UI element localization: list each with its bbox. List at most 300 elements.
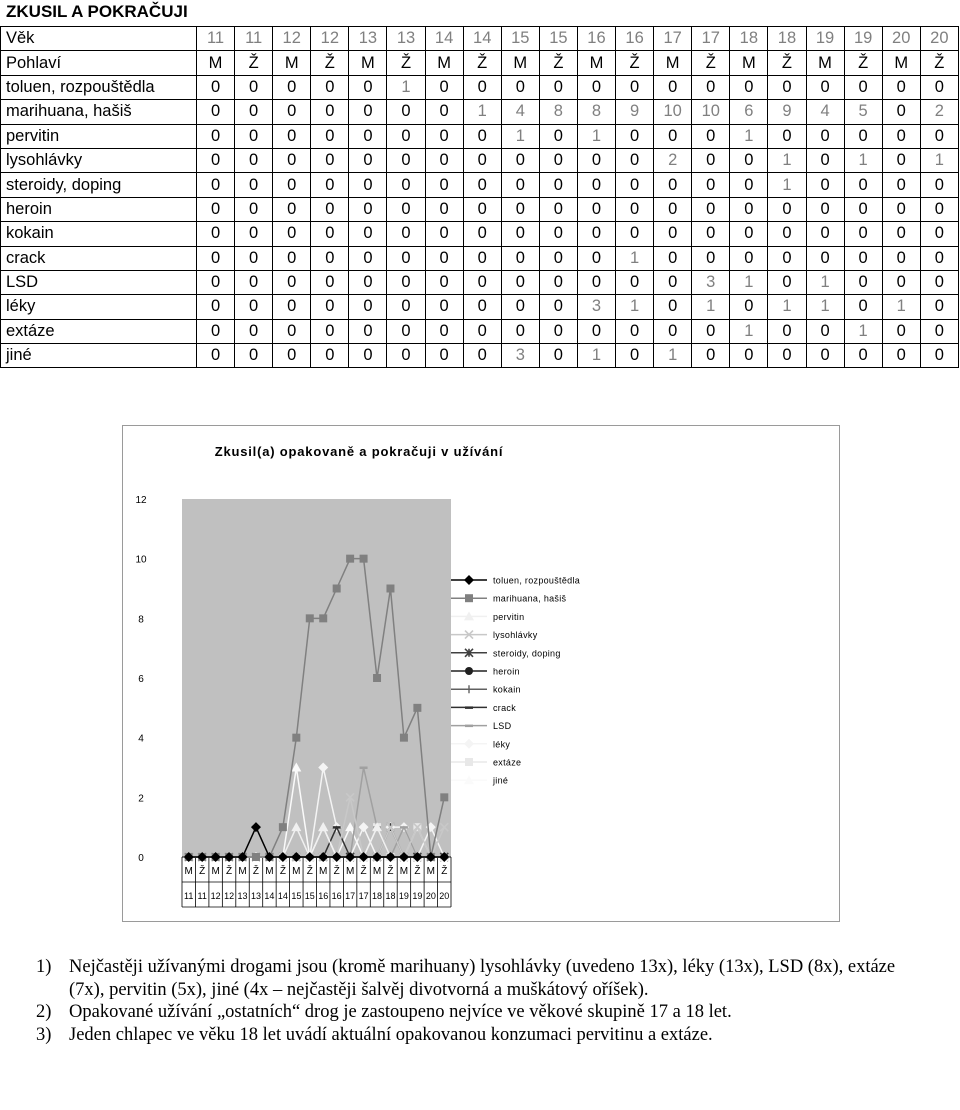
row-label: LSD: [1, 270, 197, 294]
table-cell: 0: [654, 295, 692, 319]
table-cell: 0: [501, 173, 539, 197]
table-cell: 0: [844, 344, 882, 368]
table-cell: 0: [235, 319, 273, 343]
table-cell: 0: [197, 197, 235, 221]
table-cell: 0: [539, 270, 577, 294]
table-cell: 1: [692, 295, 730, 319]
table-cell: 6: [730, 100, 768, 124]
table-cell: 0: [501, 148, 539, 172]
legend-label: extáze: [493, 757, 522, 768]
legend-marker: [465, 725, 473, 728]
table-cell: 1: [730, 319, 768, 343]
table-cell: 0: [349, 344, 387, 368]
table-cell: 0: [501, 270, 539, 294]
table-cell: 0: [349, 124, 387, 148]
table-cell: 0: [387, 100, 425, 124]
table-cell: 0: [235, 148, 273, 172]
table-cell: 0: [692, 319, 730, 343]
data-point: [252, 853, 260, 861]
table-cell: 0: [311, 148, 349, 172]
table-cell: 0: [692, 148, 730, 172]
table-cell: 0: [425, 124, 463, 148]
table-cell: M: [501, 51, 539, 75]
y-tick-label: 0: [138, 853, 144, 864]
table-row: [1, 148, 959, 172]
x-tick-label-age: 12: [210, 891, 221, 901]
table-cell: 0: [730, 222, 768, 246]
row-label: heroin: [1, 197, 197, 221]
table-cell: 0: [730, 148, 768, 172]
x-tick-label-age: 11: [184, 891, 194, 901]
table-cell: 0: [768, 270, 806, 294]
x-tick-label-sex: Ž: [279, 866, 286, 877]
table-cell: 0: [463, 270, 501, 294]
data-point: [333, 585, 341, 593]
table-cell: 0: [844, 197, 882, 221]
table-cell: 3: [692, 270, 730, 294]
x-tick-label-age: 19: [398, 891, 409, 901]
table-cell: 0: [539, 148, 577, 172]
table-cell: M: [882, 51, 920, 75]
table-row: [1, 173, 959, 197]
x-tick-label-sex: Ž: [306, 866, 313, 877]
table-cell: 0: [463, 246, 501, 270]
table-cell: 0: [654, 222, 692, 246]
table-cell: 0: [539, 246, 577, 270]
legend-label: lysohlávky: [493, 630, 538, 641]
table-cell: 0: [882, 222, 920, 246]
table-cell: 0: [768, 197, 806, 221]
data-point: [386, 585, 394, 593]
table-cell: Ž: [616, 51, 654, 75]
table-cell: 0: [273, 222, 311, 246]
table-cell: 0: [920, 75, 958, 99]
table-cell: 0: [616, 197, 654, 221]
table-cell: 0: [616, 75, 654, 99]
x-tick-label-sex: Ž: [414, 866, 421, 877]
x-tick-label-age: 18: [372, 891, 383, 901]
table-cell: 0: [273, 246, 311, 270]
table-cell: 8: [539, 100, 577, 124]
legend-label: steroidy, doping: [493, 648, 561, 659]
chart-title: Zkusil(a) opakovaně a pokračuji v užívání: [214, 444, 504, 459]
x-tick-label-age: 11: [197, 891, 207, 901]
table-cell: 0: [311, 197, 349, 221]
table-cell: 0: [882, 100, 920, 124]
row-label: steroidy, doping: [1, 173, 197, 197]
table-cell: 1: [730, 124, 768, 148]
table-cell: 9: [768, 100, 806, 124]
table-cell: 20: [920, 27, 958, 51]
table-cell: 0: [882, 246, 920, 270]
table-cell: 0: [920, 173, 958, 197]
table-cell: 0: [577, 173, 615, 197]
table-row: [1, 246, 959, 270]
data-table: [0, 26, 959, 368]
legend-label: kokain: [493, 684, 521, 695]
table-cell: 0: [539, 344, 577, 368]
table-cell: 0: [349, 270, 387, 294]
table-cell: 0: [273, 124, 311, 148]
x-tick-label-sex: Ž: [199, 866, 206, 877]
table-cell: 13: [349, 27, 387, 51]
table-cell: 0: [730, 246, 768, 270]
table-cell: M: [806, 51, 844, 75]
table-cell: Ž: [235, 51, 273, 75]
table-cell: 0: [806, 148, 844, 172]
table-cell: 0: [692, 246, 730, 270]
table-cell: 0: [387, 173, 425, 197]
plot-area: [182, 499, 451, 857]
table-cell: 8: [577, 100, 615, 124]
table-cell: 0: [692, 75, 730, 99]
table-cell: Ž: [463, 51, 501, 75]
table-cell: 0: [882, 124, 920, 148]
table-cell: 0: [387, 197, 425, 221]
row-label: jiné: [1, 344, 197, 368]
data-point: [360, 555, 368, 563]
table-cell: 0: [844, 75, 882, 99]
legend-marker: [465, 758, 473, 766]
table-cell: Ž: [311, 51, 349, 75]
row-label: pervitin: [1, 124, 197, 148]
table-cell: 0: [882, 270, 920, 294]
table-cell: 0: [768, 319, 806, 343]
table-cell: 0: [387, 319, 425, 343]
note-number: 3): [36, 1024, 52, 1045]
table-cell: 0: [463, 222, 501, 246]
table-cell: 0: [425, 295, 463, 319]
header-row-sex: [1, 51, 959, 75]
table-cell: 4: [806, 100, 844, 124]
table-cell: 4: [501, 100, 539, 124]
table-cell: 0: [616, 148, 654, 172]
table-cell: Ž: [692, 51, 730, 75]
table-cell: 0: [387, 270, 425, 294]
table-cell: 0: [806, 75, 844, 99]
table-cell: 0: [882, 344, 920, 368]
x-tick-label-age: 14: [264, 891, 275, 901]
x-tick-label-sex: M: [399, 866, 409, 877]
header-row-age: [1, 27, 959, 51]
legend-label: léky: [493, 739, 511, 750]
table-cell: 0: [692, 197, 730, 221]
x-tick-label-age: 17: [358, 891, 369, 901]
table-row: [1, 100, 959, 124]
table-cell: 0: [920, 270, 958, 294]
row-label: kokain: [1, 222, 197, 246]
note-item: [36, 956, 896, 1001]
table-cell: 0: [577, 246, 615, 270]
x-tick-label-sex: M: [345, 866, 355, 877]
note-text: Jeden chlapec ve věku 18 let uvádí aktuální opakovanou konzumaci pervitinu a extáze.: [69, 1024, 713, 1045]
table-cell: 0: [882, 319, 920, 343]
table-cell: 0: [730, 344, 768, 368]
table-cell: 0: [273, 295, 311, 319]
table-cell: 0: [311, 124, 349, 148]
table-cell: 0: [844, 124, 882, 148]
table-cell: 16: [616, 27, 654, 51]
table-cell: 0: [349, 222, 387, 246]
table-cell: 0: [730, 197, 768, 221]
x-tick-label-sex: M: [372, 866, 382, 877]
table-cell: 0: [387, 222, 425, 246]
table-cell: 0: [806, 197, 844, 221]
table-cell: 1: [844, 319, 882, 343]
table-row: [1, 197, 959, 221]
table-cell: 2: [654, 148, 692, 172]
table-cell: 0: [425, 270, 463, 294]
table-cell: 0: [654, 246, 692, 270]
table-cell: 0: [577, 197, 615, 221]
table-cell: 0: [730, 173, 768, 197]
table-cell: 20: [882, 27, 920, 51]
legend-marker: [464, 575, 474, 585]
table-cell: 0: [349, 100, 387, 124]
x-tick-label-sex: Ž: [360, 866, 367, 877]
data-point: [400, 734, 408, 742]
table-cell: 0: [920, 344, 958, 368]
x-tick-label-sex: M: [211, 866, 220, 877]
table-cell: 0: [425, 344, 463, 368]
table-cell: 0: [654, 124, 692, 148]
table-cell: 0: [768, 246, 806, 270]
table-row: [1, 344, 959, 368]
x-tick-label-sex: M: [319, 866, 328, 877]
note-text: Opakované užívání „ostatních“ drog je zastoupeno nejvíce ve věkové skupině 17 a 18 let.: [69, 1002, 732, 1023]
table-cell: 0: [539, 222, 577, 246]
table-cell: 0: [235, 295, 273, 319]
chart: [122, 425, 840, 922]
table-cell: 0: [463, 197, 501, 221]
table-cell: 1: [501, 124, 539, 148]
x-tick-label-sex: M: [238, 866, 247, 877]
x-tick-label-sex: M: [292, 866, 301, 877]
table-cell: 0: [425, 246, 463, 270]
table-cell: 1: [387, 75, 425, 99]
x-tick-label-age: 14: [277, 891, 288, 901]
table-cell: 0: [616, 124, 654, 148]
table-cell: 0: [654, 197, 692, 221]
table-cell: 16: [577, 27, 615, 51]
data-point: [373, 674, 381, 682]
table-cell: 0: [616, 344, 654, 368]
table-cell: 0: [539, 75, 577, 99]
notes-list: [36, 956, 896, 1046]
table-cell: 0: [730, 295, 768, 319]
table-cell: 1: [844, 148, 882, 172]
y-tick-label: 12: [135, 495, 147, 506]
table-cell: 0: [463, 75, 501, 99]
table-cell: 0: [311, 173, 349, 197]
table-cell: 0: [425, 222, 463, 246]
data-point: [360, 767, 368, 770]
table-row: [1, 295, 959, 319]
row-label: marihuana, hašiš: [1, 100, 197, 124]
table-cell: 0: [501, 197, 539, 221]
table-cell: 0: [273, 75, 311, 99]
table-cell: 0: [882, 75, 920, 99]
table-cell: 0: [920, 124, 958, 148]
table-cell: 0: [463, 319, 501, 343]
row-label: lysohlávky: [1, 148, 197, 172]
table-row: [1, 222, 959, 246]
table-cell: 0: [768, 124, 806, 148]
x-tick-label-age: 12: [224, 891, 235, 901]
table-cell: 0: [616, 173, 654, 197]
table-row: [1, 319, 959, 343]
table-cell: 0: [882, 173, 920, 197]
table-cell: 18: [768, 27, 806, 51]
table-cell: 0: [501, 246, 539, 270]
x-tick-label-age: 20: [425, 891, 436, 901]
table-cell: 3: [577, 295, 615, 319]
table-cell: 0: [425, 197, 463, 221]
table-cell: 12: [273, 27, 311, 51]
x-tick-label-age: 17: [345, 891, 356, 901]
table-cell: 0: [311, 295, 349, 319]
table-cell: 0: [730, 75, 768, 99]
table-cell: 0: [197, 222, 235, 246]
table-cell: M: [654, 51, 692, 75]
table-cell: 3: [501, 344, 539, 368]
table-row: [1, 270, 959, 294]
table-cell: 1: [806, 295, 844, 319]
table-cell: 0: [806, 173, 844, 197]
table-cell: 0: [654, 319, 692, 343]
x-tick-label-sex: Ž: [387, 866, 394, 877]
table-cell: 0: [311, 75, 349, 99]
table-cell: 0: [920, 197, 958, 221]
table-cell: 0: [920, 295, 958, 319]
table-cell: Ž: [768, 51, 806, 75]
table-cell: 0: [577, 148, 615, 172]
table-cell: 0: [273, 100, 311, 124]
table-cell: 0: [806, 222, 844, 246]
row-label: léky: [1, 295, 197, 319]
table-cell: 0: [197, 270, 235, 294]
table-cell: 0: [197, 124, 235, 148]
note-text: Nejčastěji užívanými drogami jsou (kromě marihuany) lysohlávky (uvedeno 13x), léky (13x), LSD (8x), extáze (7x), pervitin (5x), jiné (4x – nejčastěji šalvěj divotvorná a muškátový oříšek).: [69, 957, 896, 1000]
table-cell: 0: [806, 319, 844, 343]
table-cell: 13: [387, 27, 425, 51]
table-cell: 1: [616, 295, 654, 319]
data-point: [413, 704, 421, 712]
note-item: [36, 1024, 896, 1047]
legend-label: toluen, rozpouštědla: [493, 575, 581, 586]
table-cell: 0: [273, 319, 311, 343]
table-cell: 0: [349, 148, 387, 172]
table-cell: 0: [577, 222, 615, 246]
y-tick-label: 6: [138, 674, 144, 685]
table-cell: 0: [692, 124, 730, 148]
table-cell: 0: [235, 246, 273, 270]
table-cell: 0: [692, 222, 730, 246]
data-point: [306, 614, 314, 622]
table-cell: 0: [692, 344, 730, 368]
table-cell: 0: [273, 197, 311, 221]
table-cell: 0: [844, 222, 882, 246]
row-label: Pohlaví: [1, 51, 197, 75]
table-cell: 0: [387, 295, 425, 319]
x-tick-label-sex: Ž: [441, 866, 448, 877]
table-cell: 0: [425, 75, 463, 99]
legend-marker: [465, 594, 473, 602]
table-cell: 0: [273, 270, 311, 294]
note-item: [36, 1001, 896, 1024]
page-title: ZKUSIL A POKRAČUJI: [6, 2, 188, 21]
table-cell: 0: [349, 319, 387, 343]
data-point: [346, 555, 354, 563]
legend-marker: [465, 685, 473, 693]
table-cell: 0: [539, 319, 577, 343]
table-cell: 17: [654, 27, 692, 51]
table-cell: Ž: [920, 51, 958, 75]
table-cell: 0: [616, 270, 654, 294]
table-cell: 0: [882, 197, 920, 221]
table-cell: 0: [882, 148, 920, 172]
table-cell: 0: [311, 319, 349, 343]
table-cell: 0: [654, 173, 692, 197]
x-tick-label-age: 19: [412, 891, 423, 901]
table-cell: 0: [844, 270, 882, 294]
table-row: [1, 124, 959, 148]
table-cell: 0: [920, 246, 958, 270]
x-tick-label-age: 15: [304, 891, 315, 901]
data-point: [319, 614, 327, 622]
table-cell: 0: [387, 124, 425, 148]
table-cell: 0: [197, 100, 235, 124]
table-cell: 0: [844, 295, 882, 319]
chart-svg: [123, 426, 839, 921]
table-cell: 0: [387, 148, 425, 172]
table-cell: 0: [501, 295, 539, 319]
table-cell: 0: [920, 319, 958, 343]
table-cell: 0: [806, 344, 844, 368]
note-number: 2): [36, 1002, 52, 1023]
table-cell: 0: [768, 75, 806, 99]
table-cell: 11: [235, 27, 273, 51]
x-tick-label-sex: Ž: [252, 866, 260, 877]
table-cell: 0: [616, 319, 654, 343]
table-cell: 0: [235, 197, 273, 221]
table-cell: 0: [349, 246, 387, 270]
table-cell: 0: [539, 295, 577, 319]
table-cell: 0: [654, 75, 692, 99]
legend-label: LSD: [493, 721, 512, 732]
y-tick-label: 4: [138, 733, 144, 745]
table-cell: 0: [273, 344, 311, 368]
table-cell: 0: [806, 246, 844, 270]
row-label: toluen, rozpouštědla: [1, 75, 197, 99]
table-cell: 19: [844, 27, 882, 51]
table-cell: M: [730, 51, 768, 75]
table-cell: M: [577, 51, 615, 75]
table-cell: M: [273, 51, 311, 75]
table-cell: 0: [920, 222, 958, 246]
table-cell: 1: [577, 344, 615, 368]
table-cell: Ž: [387, 51, 425, 75]
table-cell: 0: [501, 222, 539, 246]
table-cell: 0: [577, 75, 615, 99]
x-tick-label-sex: Ž: [226, 866, 233, 877]
table-cell: 0: [463, 344, 501, 368]
table-cell: 0: [654, 270, 692, 294]
x-tick-label-age: 13: [237, 891, 248, 901]
table-cell: 0: [197, 246, 235, 270]
table-cell: 0: [197, 75, 235, 99]
table-cell: 0: [235, 344, 273, 368]
